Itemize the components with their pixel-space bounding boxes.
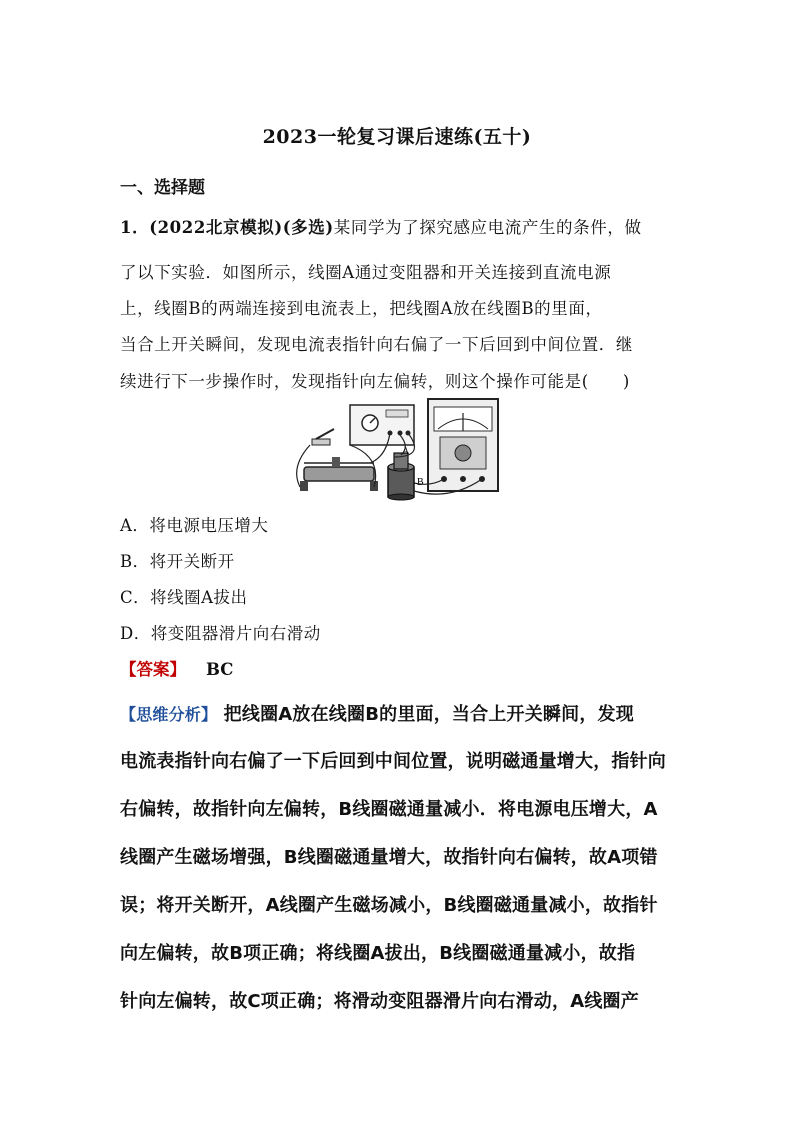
analysis-line-1 [120, 700, 634, 726]
rheostat-icon [300, 457, 378, 491]
analysis-line-6: 向左偏转，故B项正确；将线圈A拔出，B线圈磁通量减小，故指 [120, 943, 636, 964]
option-d: D．将变阻器滑片向右滑动 [120, 624, 321, 643]
question-multi-tag: (多选) [282, 218, 334, 237]
answer-row [120, 656, 233, 680]
question-number: 1． [120, 218, 150, 237]
question-line-4: 当合上开关瞬间，发现电流表指针向右偏了一下后回到中间位置．继 [120, 335, 633, 354]
coil-a-label: A [402, 446, 410, 457]
answer-value: BC [206, 660, 234, 679]
experiment-figure [290, 397, 502, 501]
option-c: C．将线圈A拔出 [120, 588, 248, 607]
analysis-line-4: 线圈产生磁场增强，B线圈磁通量增大，故指针向右偏转，故A项错 [120, 847, 658, 868]
section-heading: 一、选择题 [120, 178, 205, 198]
document-title: 2023一轮复习课后速练(五十) [262, 126, 532, 148]
switch-icon [312, 429, 334, 445]
answer-label: 【答案】 [120, 660, 186, 679]
question-line-5: 续进行下一步操作时，发现指针向左偏转，则这个操作可能是( ) [120, 372, 630, 391]
question-source: (2022北京模拟) [149, 218, 283, 237]
question-text: 某同学为了探究感应电流产生的条件，做 [333, 218, 642, 237]
option-b: B．将开关断开 [120, 552, 235, 571]
coil-b-label: B [417, 477, 424, 488]
galvanometer-icon [428, 399, 498, 491]
question-line-1 [120, 214, 676, 238]
analysis-line-3: 右偏转，故指针向左偏转，B线圈磁通量减小．将电源电压增大，A [120, 799, 658, 820]
option-a: A．将电源电压增大 [120, 516, 269, 535]
analysis-label: 【思维分析】 [120, 705, 218, 724]
analysis-line-2: 电流表指针向右偏了一下后回到中间位置，说明磁通量增大，指针向 [120, 751, 666, 772]
question-line-3: 上，线圈B的两端连接到电流表上，把线圈A放在线圈B的里面， [120, 299, 603, 318]
power-supply-icon [350, 405, 414, 445]
analysis-line-5: 误；将开关断开，A线圈产生磁场减小，B线圈磁通量减小，故指针 [120, 895, 658, 916]
analysis-first-line: 把线圈A放在线圈B的里面，当合上开关瞬间，发现 [223, 704, 634, 725]
analysis-line-7: 针向左偏转，故C项正确；将滑动变阻器滑片向右滑动，A线圈产 [120, 991, 639, 1012]
question-line-2: 了以下实验．如图所示，线圈A通过变阻器和开关连接到直流电源 [120, 263, 612, 282]
